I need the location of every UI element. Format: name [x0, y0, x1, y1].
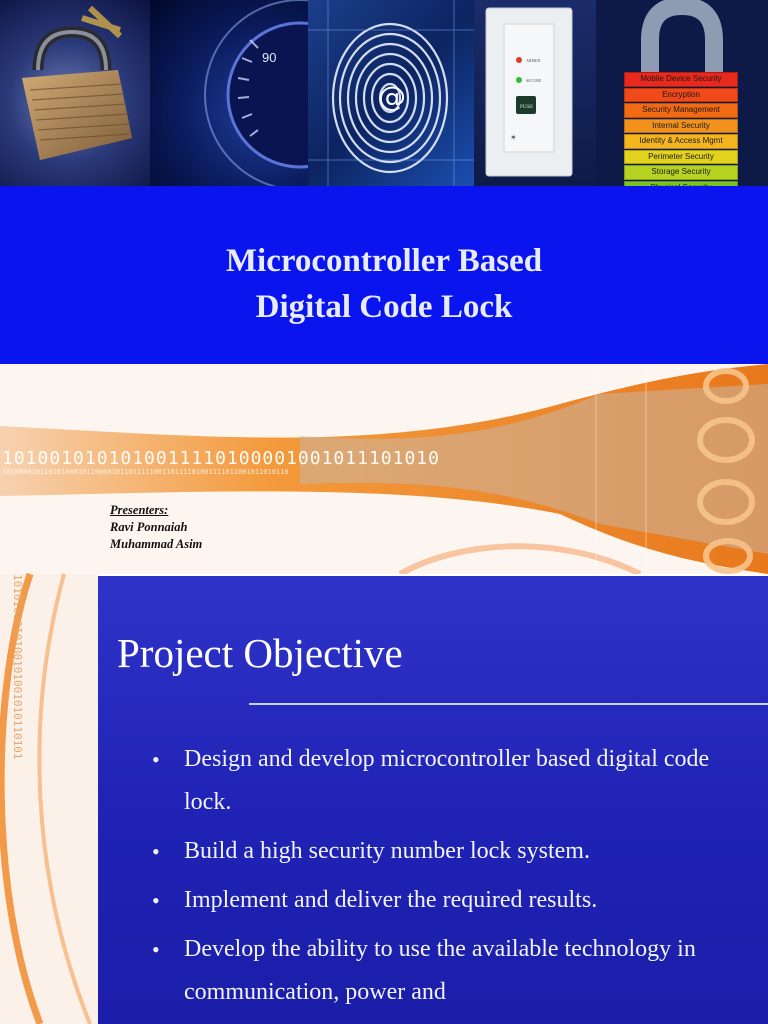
presenters-heading: Presenters: — [110, 503, 169, 517]
bullet-icon: • — [152, 747, 160, 772]
security-layer: Encryption — [624, 88, 738, 103]
combination-dial-photo — [150, 0, 308, 186]
bullet-icon: • — [152, 839, 160, 864]
wall-keypad-panel — [474, 0, 596, 186]
binary-text-top: 1010010101010011110100001001011101010 — [2, 448, 440, 469]
image-banner — [0, 0, 768, 186]
slide-title: Project Objective — [117, 630, 403, 676]
objective-list — [152, 738, 752, 1020]
security-layer: Identity & Access Mgmt — [624, 134, 738, 149]
fingerprint-at-photo — [308, 0, 474, 186]
binary-text-bottom: 10100001011010100010110000101101111100110111101001111011001011010110 — [2, 468, 289, 476]
presenter-name-2: Muhammad Asim — [110, 537, 203, 551]
bullet-item: • Design and develop microcontroller based digital code lock. — [152, 738, 752, 824]
dial-icon — [150, 0, 308, 186]
side-binary-graphic — [0, 574, 98, 1024]
padlock-icon — [0, 0, 150, 186]
bullet-item: • Build a high security number lock system. — [152, 830, 752, 873]
bullet-icon: • — [152, 888, 160, 913]
security-layer: Mobile Device Security — [624, 72, 738, 87]
title-underline — [249, 703, 768, 705]
at-sign-icon: @ — [378, 80, 406, 113]
presenter-name-1: Ravi Ponnaiah — [110, 520, 188, 534]
security-layer: Internal Security — [624, 119, 738, 134]
side-binary-text: 1010101010100101001010110101 — [11, 574, 24, 760]
objective-slide — [0, 574, 768, 1024]
title-line-1: Microcontroller Based — [225, 243, 543, 279]
star-icon: ✶ — [510, 133, 517, 142]
presenters-block — [110, 502, 202, 553]
bullet-item: • Implement and deliver the required results. — [152, 879, 752, 922]
security-layer: Security Management — [624, 103, 738, 118]
svg-text:PUSH: PUSH — [520, 105, 533, 110]
fingerprint-icon — [308, 0, 474, 186]
bullet-item: • Develop the ability to use the available technology in communication, power and — [152, 928, 752, 1014]
presentation-title — [0, 238, 768, 330]
security-layers-stack — [624, 72, 738, 196]
security-layer: Perimeter Security — [624, 150, 738, 165]
svg-text:90: 90 — [262, 50, 277, 65]
security-layers-lock — [596, 0, 768, 186]
led-label-secure: SECURE — [526, 78, 542, 83]
led-label-armed: ARMED — [526, 58, 541, 63]
padlock-keys-photo — [0, 0, 150, 186]
security-layer: Storage Security — [624, 165, 738, 180]
title-line-2: Digital Code Lock — [255, 289, 513, 325]
bullet-icon: • — [152, 937, 160, 962]
